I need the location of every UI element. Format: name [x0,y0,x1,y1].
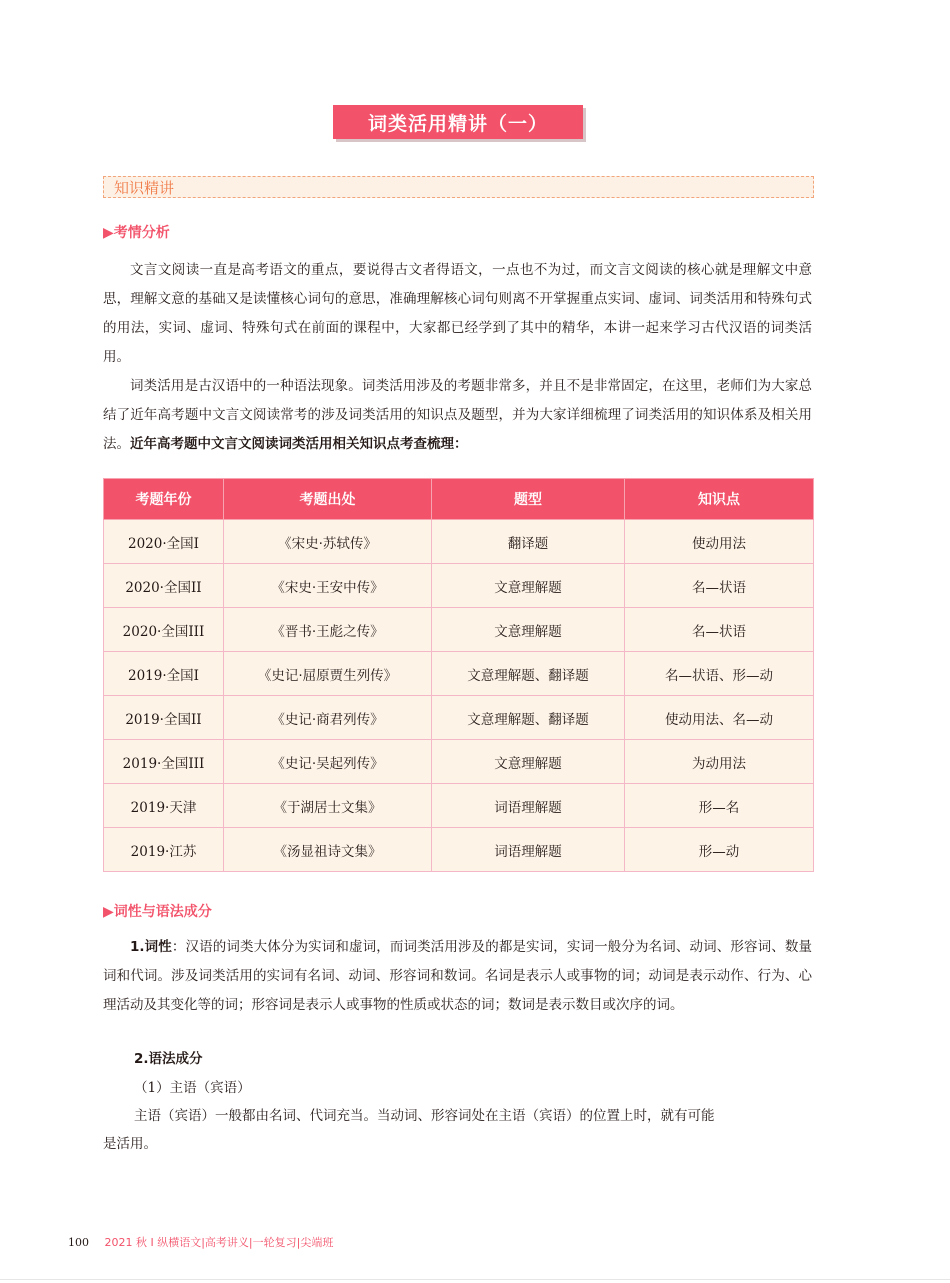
table-cell: 名—状语 [625,564,814,608]
table-row [104,696,814,740]
subheading-parts-of-speech: ▶词性与语法成分 [103,904,212,920]
table-cell: 词语理解题 [432,828,625,872]
table-row [104,564,814,608]
table-header: 考题出处 [224,479,432,520]
table-cell: 《于湖居士文集》 [224,784,432,828]
table-cell: 2019·天津 [104,784,224,828]
table-cell: 《晋书·王彪之传》 [224,608,432,652]
table-cell: 2019·全国I [104,652,224,696]
table-cell: 文意理解题 [432,740,625,784]
table-cell: 文意理解题、翻译题 [432,652,625,696]
table-header: 考题年份 [104,479,224,520]
table-row [104,520,814,564]
exam-table [103,478,814,872]
table-row [104,784,814,828]
table-cell: 名—状语、形—动 [625,652,814,696]
table-cell: 2019·江苏 [104,828,224,872]
table-cell: 2020·全国III [104,608,224,652]
table-row [104,652,814,696]
table-cell: 2020·全国II [104,564,224,608]
table-cell: 使动用法、名—动 [625,696,814,740]
paragraph-subject-line2: 是活用。 [103,1136,157,1152]
table-cell: 形—名 [625,784,814,828]
footer-meta: 2021 秋 I 纵横语文|高考讲义|一轮复习|尖端班 [104,1236,334,1249]
table-cell: 《史记·吴起列传》 [224,740,432,784]
table-row [104,740,814,784]
item-subject-object: （1）主语（宾语） [134,1080,251,1096]
page-title: 词类活用精讲（一） [333,105,583,139]
table-header: 题型 [432,479,625,520]
table-header: 知识点 [625,479,814,520]
page-bottom-divider [0,1279,950,1280]
paragraph-overview [103,372,812,459]
page-footer [68,1234,333,1250]
table-header-row [104,479,814,520]
paragraph-subject-line1: 主语（宾语）一般都由名词、代词充当。当动词、形容词处在主语（宾语）的位置上时，就有可能 [134,1108,715,1124]
table-cell: 《汤显祖诗文集》 [224,828,432,872]
subheading-exam-analysis: ▶考情分析 [103,225,170,241]
table-cell: 文意理解题、翻译题 [432,696,625,740]
label-grammar-components: 2.语法成分 [134,1051,203,1067]
section-heading: 知识精讲 [103,176,814,198]
table-cell: 2019·全国III [104,740,224,784]
paragraph-overview-text: 词类活用是古汉语中的一种语法现象。词类活用涉及的考题非常多，并且不是非常固定，在这里，老师们为大家总结了近年高考题中文言文阅读常考的涉及词类活用的知识点及题型，并为大家详细梳理了词类活用的知识体系及相关用法。 [103,378,812,452]
paragraph-intro: 文言文阅读一直是高考语文的重点，要说得古文者得语文，一点也不为过，而文言文阅读的核心就是理解文中意思，理解文意的基础又是读懂核心词句的意思，准确理解核心词句则离不开掌握重点实词、虚词、词类活用和特殊句式的用法，实词、虚词、特殊句式在前面的课程中，大家都已经学到了其中的精华，本讲一起来学习古代汉语的词类活用。 [103,262,812,365]
table-cell: 文意理解题 [432,564,625,608]
table-cell: 词语理解题 [432,784,625,828]
table-cell: 《宋史·王安中传》 [224,564,432,608]
table-cell: 形—动 [625,828,814,872]
table-cell: 2020·全国I [104,520,224,564]
table-cell: 《史记·屈原贾生列传》 [224,652,432,696]
table-row [104,828,814,872]
table-cell: 2019·全国II [104,696,224,740]
table-cell: 《史记·商君列传》 [224,696,432,740]
table-cell: 文意理解题 [432,608,625,652]
table-cell: 为动用法 [625,740,814,784]
table-cell: 《宋史·苏轼传》 [224,520,432,564]
page-number: 100 [68,1236,89,1249]
table-row [104,608,814,652]
table-cell: 使动用法 [625,520,814,564]
label-word-class: 1.词性 [130,939,172,955]
paragraph-parts-of-speech-text: ：汉语的词类大体分为实词和虚词，而词类活用涉及的都是实词，实词一般分为名词、动词、形容词、数量词和代词。涉及词类活用的实词有名词、动词、形容词和数词。名词是表示人或事物的词；动词是表示动作、行为、心理活动及其变化等的词；形容词是表示人或事物的性质或状态的词；数词是表示数目或次序的词。 [103,939,812,1013]
table-cell: 名—状语 [625,608,814,652]
paragraph-overview-bold: 近年高考题中文言文阅读词类活用相关知识点考查梳理： [130,436,468,452]
paragraph-parts-of-speech [103,933,812,1020]
table-cell: 翻译题 [432,520,625,564]
